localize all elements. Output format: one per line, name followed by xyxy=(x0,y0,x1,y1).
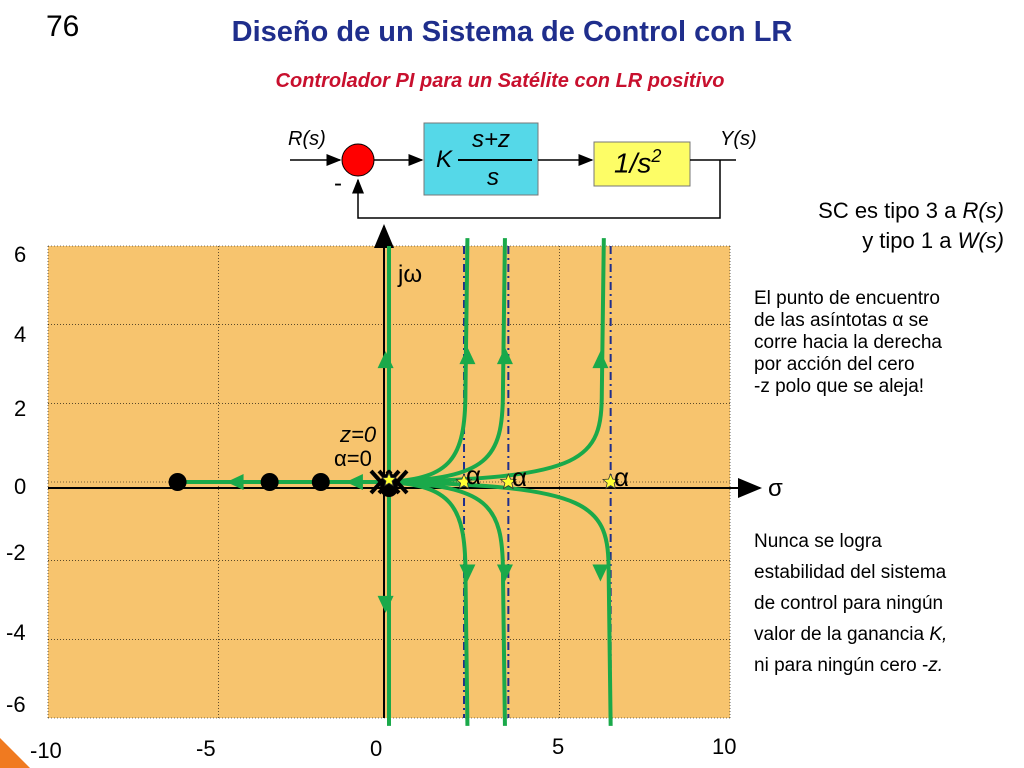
alpha-label: α xyxy=(614,462,630,492)
alpha-zero-label: α=0 xyxy=(334,446,372,471)
page-number: 76 xyxy=(46,10,80,43)
asymptote-note-line: de las asíntotas α se xyxy=(754,310,929,331)
type-note-line-1-var: R(s) xyxy=(962,198,1004,223)
y-tick-label: 0 xyxy=(14,474,27,499)
alpha-label: α xyxy=(466,460,482,490)
controller-numerator: s+z xyxy=(472,126,511,153)
slide-subtitle: Controlador PI para un Satélite con LR positivo xyxy=(275,70,725,92)
stability-note-line-5-text: ni para ningún cero - xyxy=(754,655,929,676)
corner-decoration xyxy=(0,738,30,768)
feedback-sign: - xyxy=(334,170,342,197)
stability-note-line-4-text: valor de la ganancia xyxy=(754,624,930,645)
x-tick-label: -5 xyxy=(196,736,216,761)
slide-title: Diseño de un Sistema de Control con LR xyxy=(231,16,793,48)
zero-marker xyxy=(169,473,187,491)
stability-note-line-2: estabilidad del sistema xyxy=(754,562,947,583)
z-zero-label: z=0 xyxy=(340,422,377,447)
output-label: Y(s) xyxy=(720,128,757,150)
alpha-label: α xyxy=(512,462,528,492)
input-label: R(s) xyxy=(288,128,326,150)
x-tick-label: 10 xyxy=(712,734,737,759)
root-locus-plot xyxy=(0,220,800,740)
x-tick-label: 5 xyxy=(552,734,565,759)
x-tick-label: 0 xyxy=(370,736,383,761)
controller-denominator: s xyxy=(487,164,499,191)
stability-note-line-5-var: z. xyxy=(928,655,944,676)
y-tick-label: -6 xyxy=(6,692,26,717)
type-note xyxy=(818,196,1004,256)
stability-note-line-3: de control para ningún xyxy=(754,593,944,614)
asymptote-note-line: El punto de encuentro xyxy=(754,288,940,309)
type-note-line-1 xyxy=(818,196,1004,226)
plant-expression: 1/s xyxy=(614,147,652,179)
imag-axis-label: jω xyxy=(398,261,423,288)
y-tick-label: 4 xyxy=(14,322,27,347)
summing-junction xyxy=(342,144,374,176)
y-tick-label: -4 xyxy=(6,620,26,645)
asymptote-note-line: por acción del cero xyxy=(754,354,915,375)
type-note-line-2-var: W(s) xyxy=(957,228,1004,253)
stability-note-line-4-var: K, xyxy=(929,624,948,645)
stability-note-line-1: Nunca se logra xyxy=(754,531,882,552)
zero-marker xyxy=(261,473,279,491)
y-tick-label: 6 xyxy=(14,242,27,267)
real-axis-label: σ xyxy=(768,475,783,502)
asymptote-note-line: -z polo que se aleja! xyxy=(754,376,925,397)
type-note-line-1-text: SC es tipo 3 a xyxy=(818,198,963,223)
type-note-line-2 xyxy=(818,226,1004,256)
plant-transfer-function xyxy=(614,146,661,179)
controller-gain: K xyxy=(436,146,453,173)
y-tick-label: 2 xyxy=(14,396,27,421)
x-tick-label: -10 xyxy=(30,738,62,763)
type-note-line-2-text: y tipo 1 a xyxy=(862,228,958,253)
zero-marker xyxy=(312,473,330,491)
y-tick-label: -2 xyxy=(6,540,26,565)
asymptote-note-line: corre hacia la derecha xyxy=(754,332,942,353)
plant-exponent: 2 xyxy=(651,146,662,166)
